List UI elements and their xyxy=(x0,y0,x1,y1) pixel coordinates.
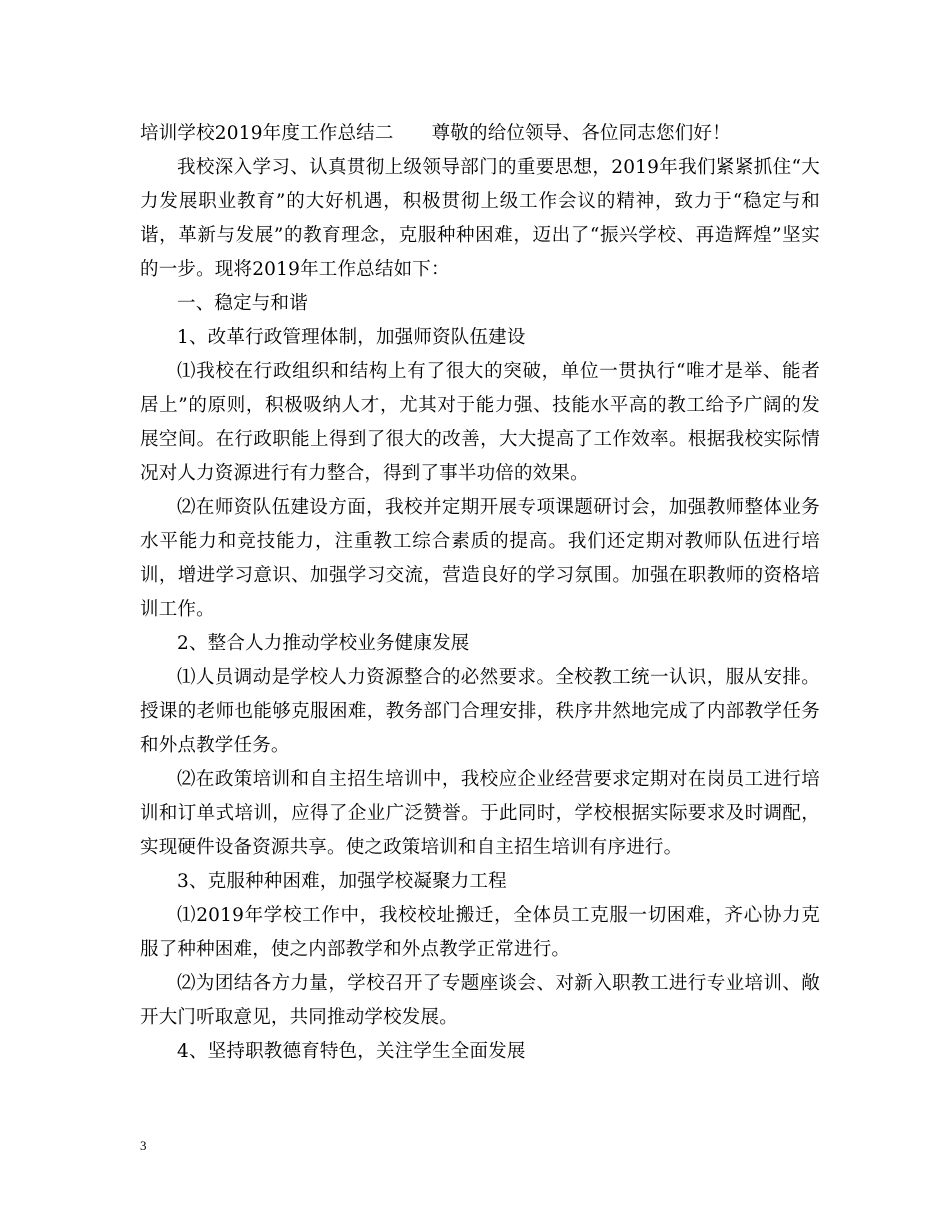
greeting: 尊敬的给位领导、各位同志您们好！ xyxy=(431,123,731,144)
subsection-heading-1: 1、改革行政管理体制，加强师资队伍建设 xyxy=(177,327,526,348)
paragraph-intro: 我校深入学习、认真贯彻上级领导部门的重要思想，2019年我们紧紧抓住“大力发展职业教育”的大好机遇，积极贯彻上级工作会议的精神，致力于“稳定与和谐，革新与发展”的教育理念，克服种种困难，迈出了“振兴学校、再造辉煌”坚实的一步。现将2019年工作总结如下： xyxy=(140,157,820,280)
page-number: 3 xyxy=(140,1138,147,1153)
paragraph-3-1: ⑴2019年学校工作中，我校校址搬迁，全体员工克服一切困难，齐心协力克服了种种困难，使之内部教学和外点教学正常进行。 xyxy=(140,905,820,960)
document-body xyxy=(140,117,820,1069)
subsection-heading-3: 3、克服种种困难，加强学校凝聚力工程 xyxy=(177,871,507,892)
paragraph-1-2: ⑵在师资队伍建设方面，我校并定期开展专项课题研讨会，加强教师整体业务水平能力和竞技能力，注重教工综合素质的提高。我们还定期对教师队伍进行培训，增进学习意识、加强学习交流，营造良好的学习氛围。加强在职教师的资格培训工作。 xyxy=(140,497,820,620)
section-heading-1: 一、稳定与和谐 xyxy=(177,293,308,314)
subsection-heading-4: 4、坚持职教德育特色，关注学生全面发展 xyxy=(177,1041,526,1062)
subsection-heading-2: 2、整合人力推动学校业务健康发展 xyxy=(177,633,470,654)
paragraph-1-1: ⑴我校在行政组织和结构上有了很大的突破，单位一贯执行“唯才是举、能者居上”的原则，积极吸纳人才，尤其对于能力强、技能水平高的教工给予广阔的发展空间。在行政职能上得到了很大的改善，大大提高了工作效率。根据我校实际情况对人力资源进行有力整合，得到了事半功倍的效果。 xyxy=(140,361,820,484)
paragraph-2-1: ⑴人员调动是学校人力资源整合的必然要求。全校教工统一认识，服从安排。授课的老师也能够克服困难，教务部门合理安排，秩序井然地完成了内部教学任务和外点教学任务。 xyxy=(140,667,820,756)
title-line xyxy=(140,117,820,151)
document-title: 培训学校2019年度工作总结二 xyxy=(140,123,394,144)
paragraph-3-2: ⑵为团结各方力量，学校召开了专题座谈会、对新入职教工进行专业培训、敞开大门听取意见，共同推动学校发展。 xyxy=(140,973,820,1028)
paragraph-2-2: ⑵在政策培训和自主招生培训中，我校应企业经营要求定期对在岗员工进行培训和订单式培训，应得了企业广泛赞誉。于此同时，学校根据实际要求及时调配，实现硬件设备资源共享。使之政策培训和自主招生培训有序进行。 xyxy=(140,769,820,858)
